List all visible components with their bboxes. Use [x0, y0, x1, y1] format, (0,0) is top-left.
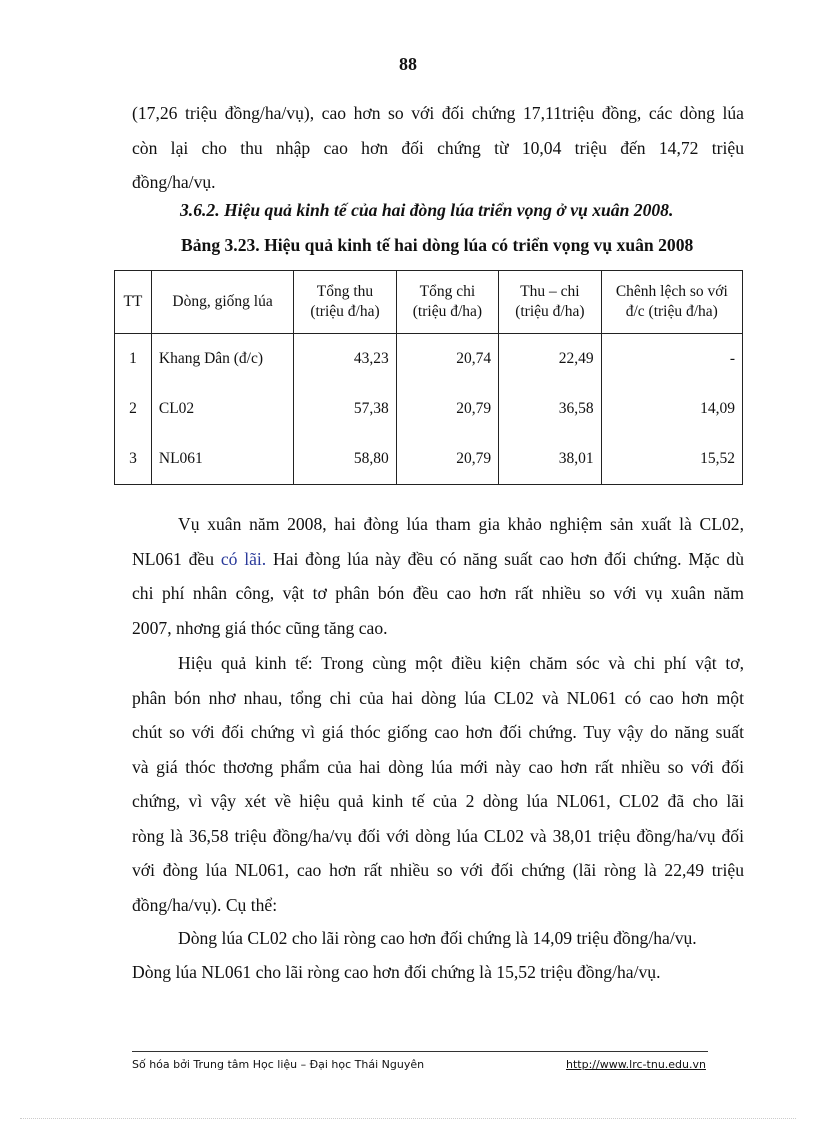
text-line: đồng/ha/vụ). Cụ thể:	[132, 894, 278, 915]
section-heading: 3.6.2. Hiệu quả kinh tế của hai đòng lúa triển vọng ở vụ xuân 2008.	[180, 200, 674, 220]
footer-source: Số hóa bởi Trung tâm Học liệu – Đại học Thái Nguyên	[132, 1058, 425, 1071]
text-line: phân bón nhơ nhau, tổng chi của hai dòng lúa CL02 và NL061 có cao hơn một	[132, 687, 744, 708]
cell-difference: 15,52	[601, 434, 742, 485]
cell-total-cost: 20,79	[396, 384, 498, 434]
cell-total-revenue: 57,38	[294, 384, 396, 434]
text-line: 2007, nhơng giá thóc cũng tăng cao.	[132, 617, 388, 638]
text-line: Dòng lúa NL061 cho lãi ròng cao hơn đối chứng là 15,52 triệu đồng/ha/vụ.	[132, 962, 661, 982]
cell-variety: NL061	[151, 434, 293, 485]
text-line: chút so với đối chứng vì giá thóc giống cao hơn đối chứng. Tuy vậy do năng suất	[132, 722, 744, 742]
text-line: Vụ xuân năm 2008, hai đòng lúa tham gia khảo nghiệm sản xuất là CL02,	[178, 514, 744, 534]
cell-total-cost: 20,79	[396, 434, 498, 485]
table-row	[115, 334, 743, 385]
text-fragment: NL061 đều	[132, 548, 215, 569]
cell-profit: 38,01	[499, 434, 601, 485]
text-line: chi phí nhân công, vật tơ phân bón đều cao hơn rất nhiều so với vụ xuân năm	[132, 583, 744, 603]
text-line: với đòng lúa NL061, cao hơn rất nhiều so với đối chứng (lãi ròng là 22,49 triệu	[132, 860, 744, 880]
header-tt: TT	[115, 271, 152, 334]
table-row	[115, 384, 743, 434]
page-number: 88	[399, 54, 417, 74]
header-total-revenue: Tổng thu (triệu đ/ha)	[294, 271, 396, 334]
cell-total-cost: 20,74	[396, 334, 498, 385]
text-line: Dòng lúa CL02 cho lãi ròng cao hơn đối chứng là 14,09 triệu đồng/ha/vụ.	[178, 928, 697, 948]
paragraph-nl061	[132, 955, 744, 990]
paragraph-spring-2008	[132, 507, 744, 645]
header-variety: Dòng, giống lúa	[151, 271, 293, 334]
text-line: đồng/ha/vụ.	[132, 172, 216, 192]
header-total-cost: Tổng chi (triệu đ/ha)	[396, 271, 498, 334]
economic-efficiency-table	[114, 270, 743, 485]
text-line: ròng là 36,58 triệu đồng/ha/vụ đối với dòng lúa CL02 và 38,01 triệu đồng/ha/vụ đối	[132, 825, 744, 846]
header-difference: Chênh lệch so với đ/c (triệu đ/ha)	[601, 271, 742, 334]
text-line: (17,26 triệu đồng/ha/vụ), cao hơn so với đối chứng 17,11triệu đồng, các dòng lúa	[132, 103, 744, 123]
cell-tt: 1	[115, 334, 152, 385]
table-row	[115, 434, 743, 485]
text-line: Hiệu quả kinh tế: Trong cùng một điều kiện chăm sóc và chi phí vật tơ,	[178, 653, 744, 673]
cell-profit: 36,58	[499, 384, 601, 434]
intro-paragraph	[132, 96, 744, 200]
text-line: còn lại cho thu nhập cao hơn đối chứng từ 10,04 triệu đến 14,72 triệu	[132, 137, 744, 158]
cell-tt: 3	[115, 434, 152, 485]
text-line	[132, 542, 744, 577]
cell-total-revenue: 58,80	[294, 434, 396, 485]
table-header-row	[115, 271, 743, 334]
cell-total-revenue: 43,23	[294, 334, 396, 385]
highlighted-text: có lãi.	[220, 548, 267, 569]
cell-difference: -	[601, 334, 742, 385]
footer-link[interactable]: http://www.lrc-tnu.edu.vn	[566, 1058, 706, 1071]
paragraph-cl02	[132, 921, 744, 956]
cell-variety: Khang Dân (đ/c)	[151, 334, 293, 385]
page-bottom-border	[20, 1118, 796, 1119]
paragraph-economic-efficiency	[132, 646, 744, 922]
cell-profit: 22,49	[499, 334, 601, 385]
table-title: Bảng 3.23. Hiệu quả kinh tế hai dòng lúa có triển vọng vụ xuân 2008	[181, 235, 694, 255]
text-line: và giá thóc thơơng phẩm của hai dòng lúa mới này cao hơn rất nhiều so với đối	[132, 756, 744, 777]
cell-variety: CL02	[151, 384, 293, 434]
cell-tt: 2	[115, 384, 152, 434]
text-line: chứng, vì vậy xét về hiệu quả kinh tế của 2 dòng lúa NL061, CL02 đã cho lãi	[132, 791, 744, 811]
cell-difference: 14,09	[601, 384, 742, 434]
footer-divider	[132, 1051, 708, 1052]
header-profit: Thu – chi (triệu đ/ha)	[499, 271, 601, 334]
text-fragment: Hai đòng lúa này đều có năng suất cao hơn đối chứng. Mặc dù	[273, 548, 744, 569]
